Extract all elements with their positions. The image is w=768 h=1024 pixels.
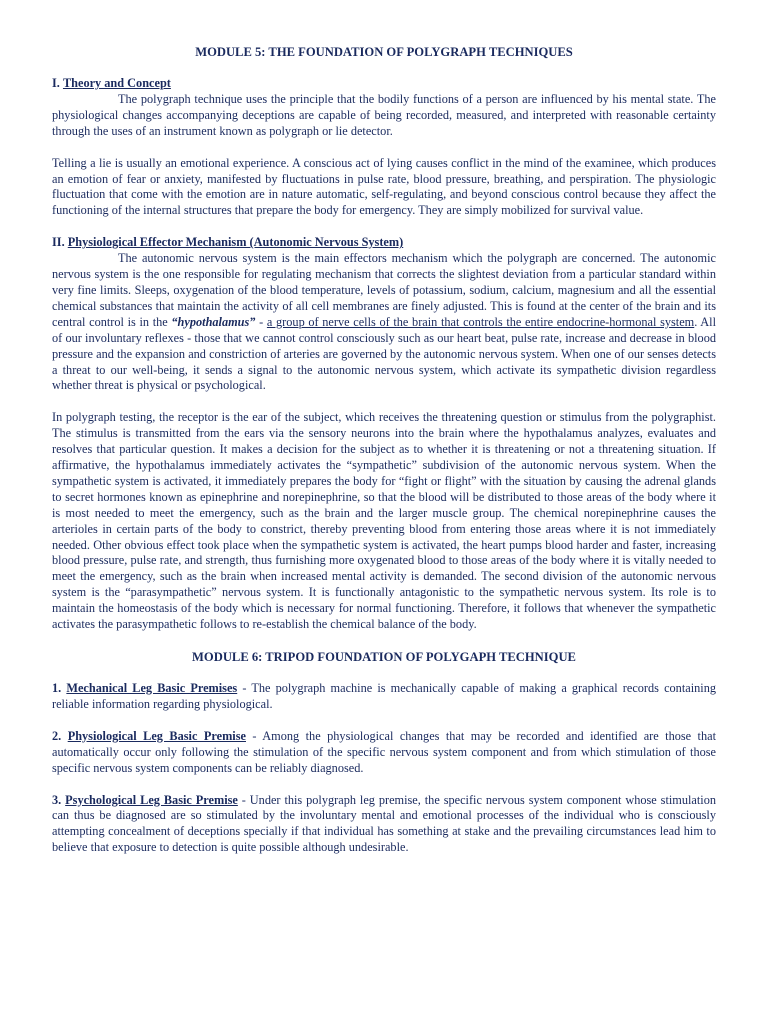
section1-number: I.	[52, 76, 60, 90]
premise-text-1: - The polygraph machine is mechanically capable of making a graphical records containing reliable information regarding physiological.	[52, 681, 716, 711]
section2-title: Physiological Effector Mechanism (Autonomic Nervous System)	[67, 235, 404, 250]
module5-title: MODULE 5: THE FOUNDATION OF POLYGRAPH TECHNIQUES	[195, 45, 573, 59]
premise-heading-2: Physiological Leg Basic Premise	[67, 728, 246, 743]
premise-number-3: 3.	[52, 792, 62, 807]
section1-paragraph-1-text: The polygraph technique uses the principle that the bodily functions of a person are influenced by his mental state. The physiological changes accompanying deceptions are capable of being recorded, measured, and interpreted with reasonable certainty through the uses of an instrument known as polygraph or lie detector.	[52, 91, 716, 138]
premise-number-1: 1.	[52, 681, 62, 695]
section2-heading	[52, 235, 716, 251]
hypothalamus-definition: a group of nerve cells of the brain that controls the entire endocrine-hormonal system	[266, 314, 695, 329]
section2-paragraph-2: In polygraph testing, the receptor is the ear of the subject, which receives the threatening question or stimulus from the polygraphist. The stimulus is transmitted from the ears via the sensory neurons into the brain where the hypothalamus analyzes, evaluates and resolves that particular question. It makes a decision for the subject as to whether it is threatening or not a threatening situation. If affirmative, the hypothalamus immediately activates the “sympathetic” subdivision of the autonomic nervous system. When the sympathetic system is activated, it immediately prepares the body for “fight or flight” with the situation by causing the adrenal glands to secret hormones known as epinephrine and norepinephrine, so that the blood will be distributed to those areas of the body where it is most needed to meet the emergency, such as the brain and the larger muscle group. The chemical norepinephrine causes the arterioles in certain parts of the body to constrict, thereby preventing blood from entering those areas where it is not immediately needed. Other obvious effect took place when the sympathetic system is activated, the heart pumps blood harder and faster, increasing blood pressure, pulse rate, and strength, thus furnishing more oxygenated blood to those areas of the body where it is vitally needed to meet the emergency, such as the brain when increased mental activity is demanded. The second division of the autonomic nervous system is the “parasympathetic” nervous system. It is functionally antagonistic to the sympathetic nervous system. Its role is to maintain the homeostasis of the body which is necessary for normal functioning. Therefore, it follows that whenever the sympathetic activates the parasympathetic follows to re-establish the chemical balance of the body.	[52, 410, 716, 632]
section2-paragraph-1a: The autonomic nervous system is the main effectors mechanism which the polygraph are concerned. The autonomic nervous system is the one responsible for regulating mechanism that corrects the slightest deviation from a particular standard within very fine limits. Sleeps, oxygenation of the blood temperature, levels of potassium, sodium, calcium, magnesium and all the essential chemical substances that maintain the activity of all cell membranes are finely adjusted. This is found at the center of the brain and its central control is in the	[52, 251, 716, 329]
module6-title: MODULE 6: TRIPOD FOUNDATION OF POLYGAPH TECHNIQUE	[192, 650, 576, 664]
hypothalamus-dash: -	[255, 314, 267, 329]
premise-item-2	[52, 729, 716, 777]
premise-item-3	[52, 793, 716, 857]
premise-number-2: 2.	[52, 728, 62, 743]
hypothalamus-term: “hypothalamus”	[171, 314, 256, 329]
section1-heading	[52, 76, 716, 92]
section1-paragraph-1	[52, 92, 716, 140]
section1-title: Theory and Concept	[62, 76, 171, 90]
premise-item-1	[52, 681, 716, 713]
section1-paragraph-2: Telling a lie is usually an emotional experience. A conscious act of lying causes conflict in the mind of the examinee, which produces an emotion of fear or anxiety, manifested by fluctuations in pulse rate, blood pressure, breathing, and perspiration. The physiologic fluctuation that come with the emotion are in nature automatic, self-regulating, and beyond conscious control because they affect the functioning of the internal structures that prepare the body for emergency. They are simply mobilized for survival value.	[52, 155, 716, 218]
section2-paragraph-1	[52, 251, 716, 394]
section2-number: II.	[52, 235, 65, 250]
section2-paragraph-1b: . All of our involuntary reflexes - those that we cannot control consciously such as our heart beat, pulse rate, increase and decrease in blood pressure and the expansion and constriction of arteries are governed by the autonomic nervous system. When one of our senses detects a threat to our well-being, it sends a signal to the autonomic nervous system, which activate its sympathetic division regardless whether threat is physical or psychological.	[52, 314, 717, 393]
premise-heading-1: Mechanical Leg Basic Premises	[66, 681, 238, 695]
premise-heading-3: Psychological Leg Basic Premise	[65, 792, 238, 807]
premise-text-2: - Among the physiological changes that may be recorded and identified are those that automatically occur only following the stimulation of the specific nervous system component and from which stimulation of those specific nervous system components can be reliably diagnosed.	[52, 728, 716, 775]
premise-text-3: - Under this polygraph leg premise, the specific nervous system component whose stimulation can thus be diagnosed are so stimulated by the involuntary mental and emotional processes of the individual who is consciously attempting concealment of deceptions specially if that individual has something at stake and the prevailing circumstances lead him to believe that exposure to detection is quite possible although undesirable.	[52, 792, 716, 855]
